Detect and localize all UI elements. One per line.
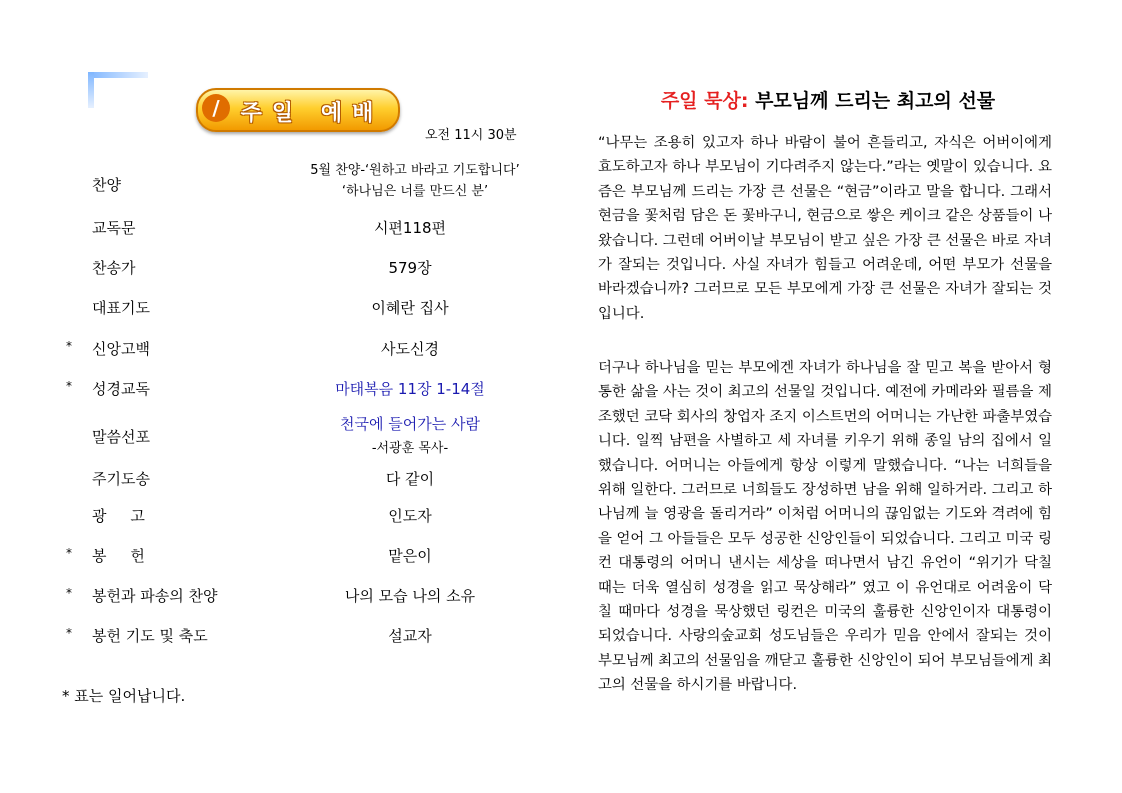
order-value: 시편118편 <box>373 219 447 237</box>
order-row <box>60 541 530 571</box>
order-row <box>60 464 530 494</box>
stand-mark: * <box>66 626 72 640</box>
worship-title-badge <box>196 88 400 132</box>
preacher: -서광훈 목사- <box>371 441 449 456</box>
meditation-title-text: 부모님께 드리는 최고의 선물 <box>748 90 996 112</box>
stand-mark: * <box>66 339 72 353</box>
order-row <box>60 374 530 404</box>
badge-icon: / <box>202 94 230 122</box>
order-value: 579장 <box>388 259 432 277</box>
order-value: 설교자 <box>388 627 432 645</box>
order-row <box>60 334 530 364</box>
standing-note: * 표는 일어납니다. <box>62 687 186 705</box>
order-label: 신앙고백 <box>92 340 150 358</box>
meditation-title <box>598 86 1058 113</box>
stand-mark: * <box>66 379 72 393</box>
order-row <box>60 621 530 651</box>
service-time: 오전 11시 30분 <box>425 128 517 143</box>
meditation-paragraph: 더구나 하나님을 믿는 부모에겐 자녀가 하나님을 잘 믿고 복을 받아서 형통한 삶을 사는 것이 최고의 선물일 것입니다. 예전에 카메라와 필름을 제조했던 코닥 회사의 창업자 조지 이스트먼의 어머니는 가난한 파출부였습니다. 일찍 남편을 사별하고 세 자녀를 키우기 위해 종일 남의 집에서 일했습니다. 어머니는 아들에게 항상 이렇게 말했습니다. “나는 너희들을 위해 일한다. 그러므로 너희들도 장성하면 남을 위해 일하거라. 그리고 하나님께 늘 영광을 돌리거라” 이처럼 어머니의 끊임없는 기도와 격려에 힘을 얻어 그 아들들은 모두 성공한 신앙인들이 되었습니다. 그리고 미국 링컨 대통령의 어머니 낸시는 세상을 떠나면서 남긴 유언이 “위기가 닥칠 때는 더욱 열심히 성경을 읽고 묵상해라” 였고 이 유언대로 어려움이 닥칠 때마다 성경을 묵상했던 링컨은 미국의 훌륭한 신앙인이자 대통령이 되었습니다. 사랑의숲교회 성도님들은 우리가 믿음 안에서 잘되는 것이 부모님께 최고의 선물임을 깨닫고 훌륭한 신앙인이 되어 부모님들에게 최고의 선물을 하시기를 바랍니다. <box>598 360 1052 694</box>
order-row <box>60 501 530 531</box>
corner-decoration <box>88 72 148 108</box>
order-label: 찬송가 <box>92 259 136 277</box>
order-value: 인도자 <box>388 507 432 525</box>
order-label: 찬양 <box>92 176 121 194</box>
order-label: 말씀선포 <box>92 428 150 446</box>
order-label: 주기도송 <box>92 470 150 488</box>
order-label: 광 고 <box>92 507 145 525</box>
order-label: 대표기도 <box>92 299 150 317</box>
order-label: 봉헌과 파송의 찬양 <box>92 587 218 605</box>
meditation-paragraph: “나무는 조용히 있고자 하나 바람이 불어 흔들리고, 자식은 어버이에게 효도하고자 하나 부모님이 기다려주지 않는다.”라는 옛말이 있습니다. 요즘은 부모님께 드리는 가장 큰 선물은 “현금”이라고 말을 합니다. 그래서 현금을 꽃처럼 담은 돈 꽃바구니, 현금으로 쌓은 케이크 같은 상품들이 나왔습니다. 그런데 어버이날 부모님이 받고 싶은 가장 큰 선물은 바로 자녀가 잘되는 것입니다. 사실 자녀가 힘들고 어려운데, 어떤 부모가 선물을 바라겠습니까? 그러므로 모든 부모에게 가장 큰 선물은 자녀가 잘되는 것입니다. <box>598 135 1052 322</box>
order-label: 봉 헌 <box>92 547 145 565</box>
sermon-title: 천국에 들어가는 사람 <box>340 415 480 433</box>
order-label: 교독문 <box>92 219 136 237</box>
order-label: 성경교독 <box>92 380 150 398</box>
stand-mark: * <box>66 546 72 560</box>
order-row <box>60 293 530 323</box>
order-row <box>60 253 530 283</box>
order-label: 봉헌 기도 및 축도 <box>92 627 208 645</box>
order-value: 마태복음 11장 1-14절 <box>335 380 485 398</box>
order-value: 맡은이 <box>388 547 432 565</box>
praise-song-line: ‘하나님은 너를 만드신 분’ <box>341 184 489 199</box>
order-value: 나의 모습 나의 소유 <box>344 587 476 605</box>
order-value: 이혜란 집사 <box>371 299 449 317</box>
order-row <box>60 213 530 243</box>
praise-songs <box>270 160 560 202</box>
badge-text: 주일 예배 <box>240 101 384 126</box>
stand-mark: * <box>66 586 72 600</box>
order-row <box>60 581 530 611</box>
praise-song-line: 5월 찬양-‘원하고 바라고 기도합니다’ <box>310 163 520 178</box>
meditation-title-label: 주일 묵상: <box>660 90 749 112</box>
order-value: 사도신경 <box>381 340 439 358</box>
order-value: 다 같이 <box>385 470 435 488</box>
